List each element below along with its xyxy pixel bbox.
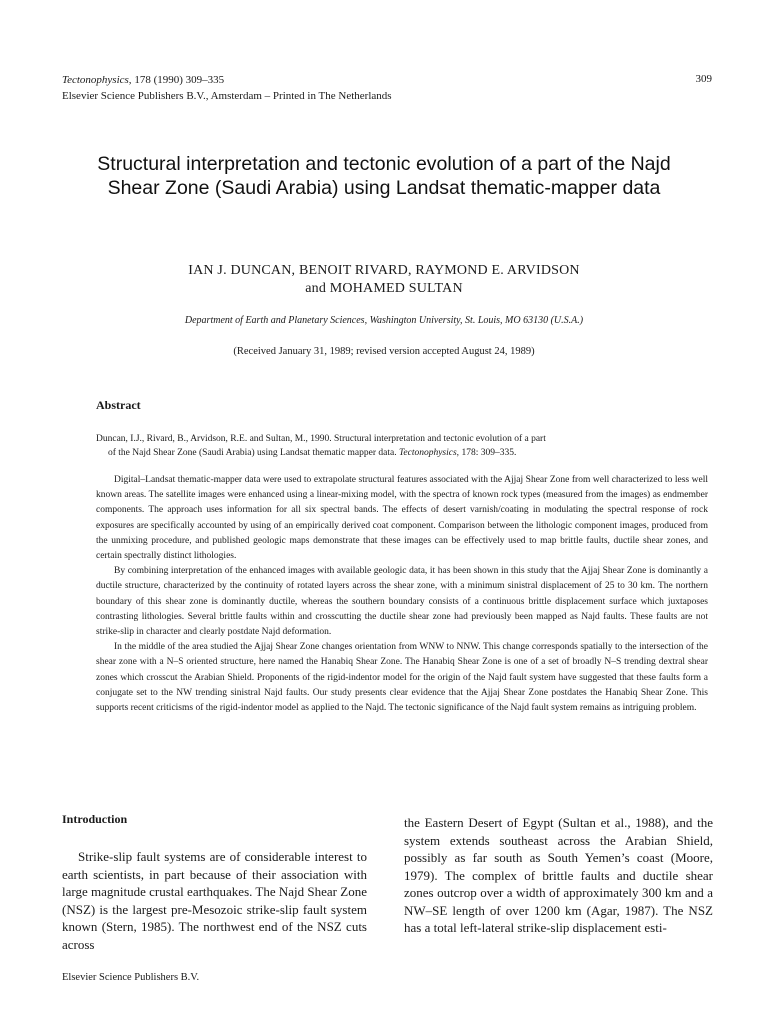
abstract-paragraph-1: Digital–Landsat thematic-mapper data were used to extrapolate structural features associated with the Ajjaj Shear Zone from well characterized to less well known areas. The satellite images were enhanced using a linear-mixing model, with the spectra of known rock types (measured from the images) as endmember components. The approach uses information for all six spectral bands. The effects of desert varnish/coating in modulating the spectral response of rock exposures are specifically accounted by using of an empirically derived coat component. Comparison between the lithologic component images, produced from the unmixing procedure, and published geologic maps demonstrate that these images can be effectively used to map brittle faults, ductile shear zones, and certain spectrally distinct lithologies. (96, 475, 708, 562)
author-list (70, 262, 698, 298)
abstract-citation (96, 432, 708, 460)
page-number: 309 (695, 73, 712, 85)
introduction-heading: Introduction (62, 812, 128, 826)
author-line-1: IAN J. DUNCAN, BENOIT RIVARD, RAYMOND E. ARVIDSON (188, 263, 580, 278)
citation-line-1: Duncan, I.J., Rivard, B., Arvidson, R.E. and Sultan, M., 1990. Structural interpretation and tectonic evolution of a part (96, 434, 546, 444)
journal-volume-pages: 178 (1990) 309–335 (134, 74, 225, 86)
footer-publisher: Elsevier Science Publishers B.V. (62, 972, 200, 983)
introduction-right-text: the Eastern Desert of Egypt (Sultan et al., 1988), and the system extends southeast across the Arabian Shield, possibly as far south as South Yemen’s coast (Moore, 1979). The complex of brittle faults and ductile shear zones outcrop over a width of approximately 300 km and a NW–SE length of over 1200 km (Agar, 1987). The NSZ has a total left-lateral strike-slip displacement esti- (404, 815, 713, 935)
introduction-left-text: Strike-slip fault systems are of considerable interest to earth scientists, in part because of their association with large magnitude crustal earthquakes. The Najd Shear Zone (NSZ) is the largest pre-Mesozoic strike-slip fault system known (Stern, 1985). The northwest end of the NSZ cuts across (62, 849, 367, 952)
citation-title-rest: of the Najd Shear Zone (Saudi Arabia) using Landsat thematic mapper data. (108, 448, 397, 458)
abstract-heading: Abstract (96, 398, 141, 412)
journal-name: Tectonophysics, (62, 74, 132, 86)
paper-title: Structural interpretation and tectonic evolution of a part of the Najd Shear Zone (Saudi Arabia) using Landsat thematic-mapper data (97, 153, 671, 199)
author-line-2: and MOHAMED SULTAN (305, 281, 463, 296)
publisher-line: Elsevier Science Publishers B.V., Amsterdam – Printed in The Netherlands (62, 90, 392, 102)
introduction-left-column (62, 848, 367, 953)
citation-pages: 178: 309–335. (461, 448, 517, 458)
abstract-body (96, 473, 708, 716)
introduction-right-column (404, 814, 713, 937)
received-dates: (Received January 31, 1989; revised version accepted August 24, 1989) (233, 346, 535, 357)
abstract-paragraph-3: In the middle of the area studied the Ajjaj Shear Zone changes orientation from WNW to NNW. This change corresponds spatially to the intersection of the shear zone with a N–S oriented structure, here named the Hanabiq Shear Zone. The Hanabiq Shear Zone is one of a set of broadly N–S trending dextral shear zones which crosscut the Arabian Shield. Proponents of the rigid-indentor model for the origin of the Najd fault system have suggested that these faults form a conjugate set to the NW trending sinistral Najd faults. Our study presents clear evidence that the Ajjaj Shear Zone postdates the Hanabiq Shear Zone. This supports recent criticisms of the rigid-indentor model as applied to the Najd. The tectonic significance of the Najd fault system remains as intriguing problem. (96, 642, 708, 714)
affiliation: Department of Earth and Planetary Sciences, Washington University, St. Louis, MO 63130 (U.S.A.) (184, 315, 584, 326)
abstract-paragraph-2: By combining interpretation of the enhanced images with available geologic data, it has been shown in this study that the Ajjaj Shear Zone is dominantly a ductile structure, characterized by the continuity of rotated layers across the shear zone, with a minimum sinistral displacement of 25 to 30 km. The northern boundary of this shear zone is dominantly ductile, whereas the southern boundary consists of a continuous brittle displacement surface which juxtaposes contrasting lithologies. Several brittle faults within and crosscutting the ductile shear zone had previously been mapped as Najd faults. These faults are not strike-slip in character and clearly postdate Najd deformation. (96, 566, 708, 638)
journal-citation (62, 73, 224, 88)
citation-line-2 (96, 446, 708, 460)
citation-journal: Tectonophysics, (398, 448, 460, 458)
